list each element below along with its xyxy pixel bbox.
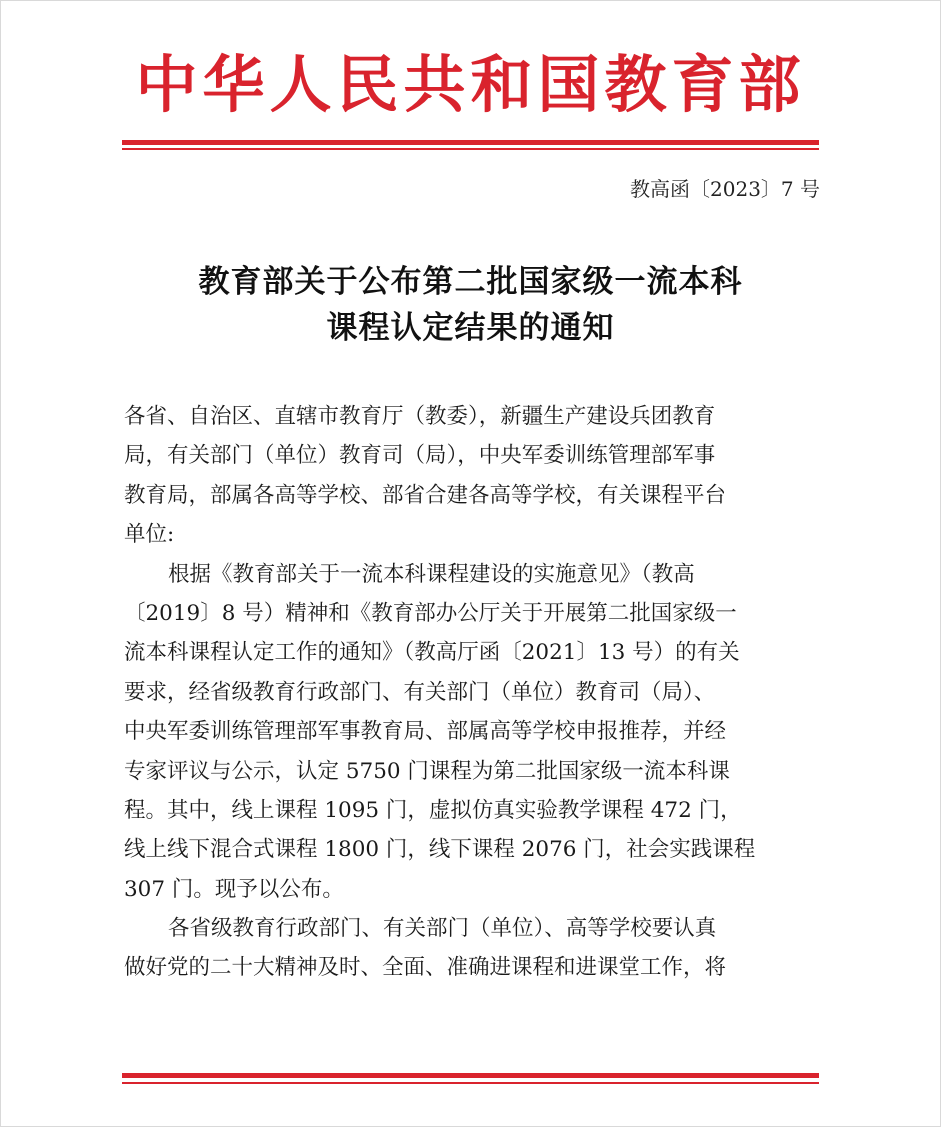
body-line: 教育局，部属各高等学校、部省合建各高等学校，有关课程平台 bbox=[124, 482, 727, 508]
body-line: 线上线下混合式课程 1800 门，线下课程 2076 门，社会实践课程 bbox=[124, 837, 756, 863]
body-line: 中央军委训练管理部军事教育局、部属高等学校申报推荐，并经 bbox=[124, 719, 727, 745]
body-line: 各省、自治区、直辖市教育厅（教委），新疆生产建设兵团教育 bbox=[124, 404, 716, 429]
body-line: 307 门。现予以公布。 bbox=[124, 876, 344, 902]
body-line: 做好党的二十大精神及时、全面、准确进课程和进课堂工作，将 bbox=[124, 955, 727, 981]
masthead-title: 中华人民共和国教育部 bbox=[135, 48, 806, 121]
footer-rule-thick bbox=[122, 1073, 819, 1078]
body-line: 各省级教育行政部门、有关部门（单位）、高等学校要认真 bbox=[168, 916, 717, 942]
body-line: 〔2019〕8 号）精神和《教育部办公厅关于开展第二批国家级一 bbox=[124, 600, 737, 626]
masthead-rule-thin bbox=[122, 148, 819, 150]
body-line: 专家评议与公示，认定 5750 门课程为第二批国家级一流本科课 bbox=[124, 758, 730, 784]
masthead-rule-thick bbox=[122, 140, 819, 145]
body-line: 局，有关部门（单位）教育司（局），中央军委训练管理部军事 bbox=[124, 443, 716, 469]
body-line: 流本科课程认定工作的通知》（教高厅函〔2021〕13 号）的有关 bbox=[124, 640, 740, 666]
notice-title-line-1: 教育部关于公布第二批国家级一流本科 bbox=[198, 264, 743, 300]
body-line: 单位: bbox=[124, 522, 175, 548]
body-line: 程。其中，线上课程 1095 门，虚拟仿真实验教学课程 472 门， bbox=[124, 797, 742, 823]
notice-title-line-2: 课程认定结果的通知 bbox=[326, 310, 615, 346]
document-number: 教高函〔2023〕7 号 bbox=[630, 177, 820, 201]
footer-rule-thin bbox=[122, 1082, 819, 1084]
notice-body bbox=[124, 397, 824, 988]
body-line: 要求，经省级教育行政部门、有关部门（单位）教育司（局）、 bbox=[124, 679, 716, 705]
body-line: 根据《教育部关于一流本科课程建设的实施意见》（教高 bbox=[168, 561, 695, 587]
